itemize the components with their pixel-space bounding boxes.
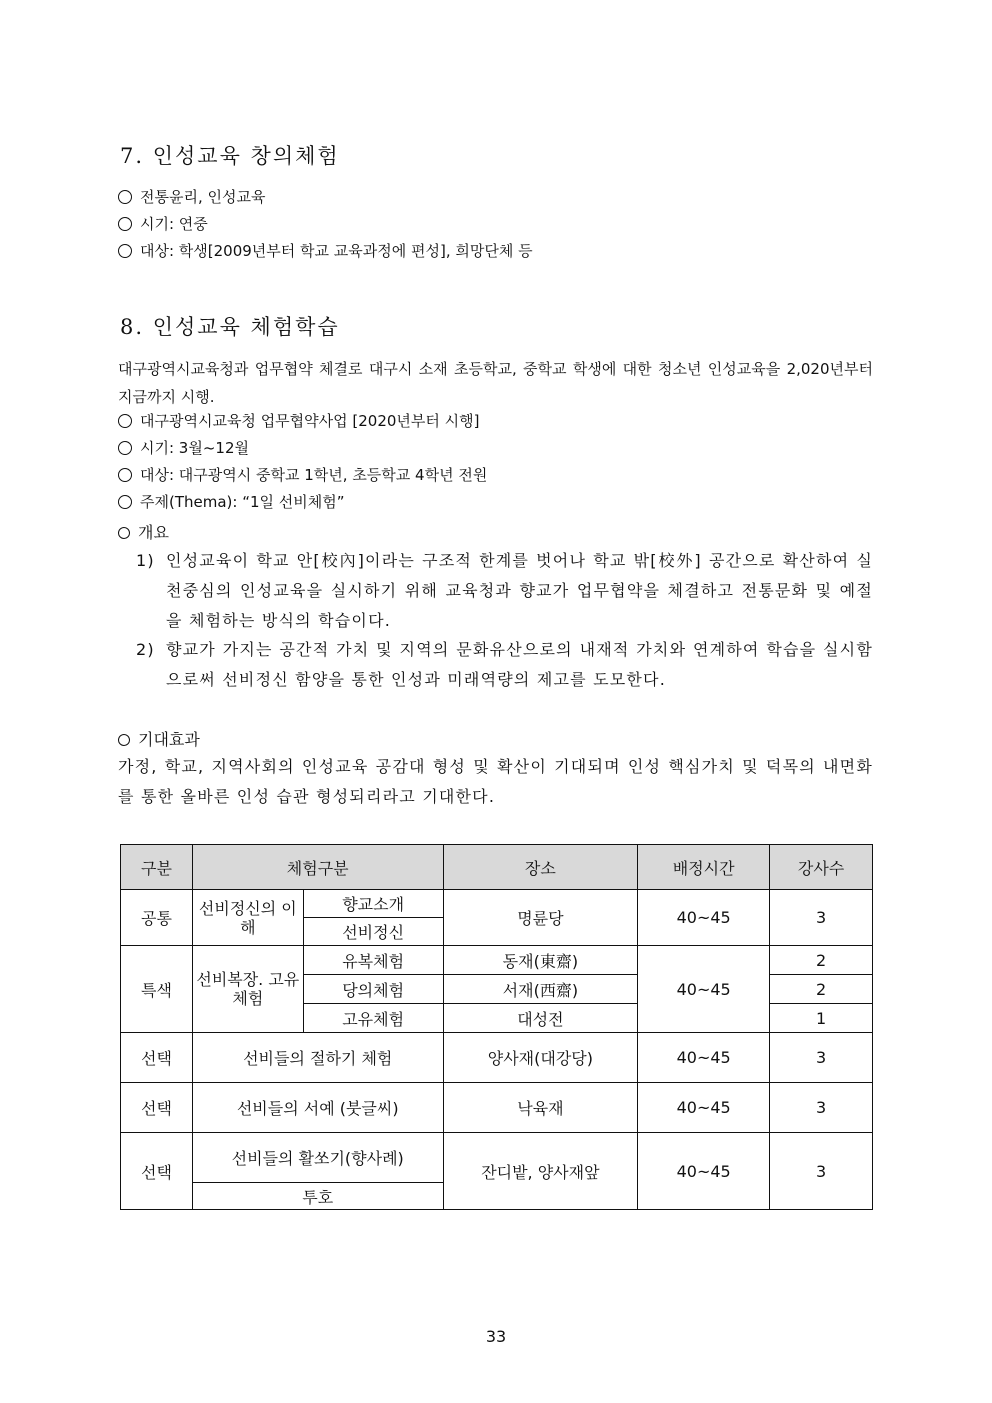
circle-bullet-icon <box>118 190 132 204</box>
header-category: 구분 <box>121 845 193 890</box>
table-row <box>121 1083 873 1133</box>
cell-sub: 유복체험 <box>303 946 443 975</box>
cell-category: 선택 <box>121 1033 193 1083</box>
cell-place: 명륜당 <box>443 890 638 946</box>
circle-bullet-icon <box>118 441 132 455</box>
overview-item-2: 2) 향교가 가지는 공간적 가치 및 지역의 문화유산으로의 내재적 가치와 연계하여 학습을 실시함으로써 선비정신 함양을 통한 인성과 미래역량의 제고를 도모한다. <box>136 640 873 689</box>
overview-label: 개요 <box>118 520 169 543</box>
cell-experience: 투호 <box>192 1183 443 1210</box>
section-8-intro: 대구광역시교육청과 업무협약 체결로 대구시 소재 초등학교, 중학교 학생에 대한 청소년 인성교육을 2,020년부터 지금까지 시행. <box>118 360 873 406</box>
list-item: 주제(Thema): “1일 선비체험” <box>118 491 345 512</box>
cell-category: 공통 <box>121 890 193 946</box>
cell-place: 잔디밭, 양사재앞 <box>443 1133 638 1210</box>
cell-time: 40~45 <box>638 1083 770 1133</box>
cell-count: 2 <box>770 946 873 975</box>
cell-experience: 선비들의 서예 (붓글씨) <box>192 1083 443 1133</box>
cell-place: 양사재(대강당) <box>443 1033 638 1083</box>
cell-sub: 향교소개 <box>303 890 443 918</box>
cell-category: 선택 <box>121 1083 193 1133</box>
cell-category: 선택 <box>121 1133 193 1210</box>
circle-bullet-icon <box>118 468 132 482</box>
table-row <box>121 1033 873 1083</box>
header-time: 배정시간 <box>638 845 770 890</box>
cell-experience: 선비들의 절하기 체험 <box>192 1033 443 1083</box>
effect-text: 가정, 학교, 지역사회의 인성교육 공감대 형성 및 확산이 기대되며 인성 핵심가치 및 덕목의 내면화를 통한 올바른 인성 습관 형성되리라고 기대한다. <box>118 757 873 806</box>
list-item: 전통윤리, 인성교육 <box>118 186 265 207</box>
cell-sub: 당의체험 <box>303 975 443 1004</box>
cell-place: 동재(東齋) <box>443 946 638 975</box>
cell-count: 3 <box>770 1133 873 1210</box>
circle-bullet-icon <box>118 414 132 428</box>
cell-time: 40~45 <box>638 946 770 1033</box>
cell-place: 낙육재 <box>443 1083 638 1133</box>
overview-item-1: 1) 인성교육이 학교 안[校內]이라는 구조적 한계를 벗어나 학교 밖[校外] 공간으로 확산하여 실천중심의 인성교육을 실시하기 위해 교육청과 향교가 업무협약을 체결하고 전통문화 및 예절을 체험하는 방식의 학습이다. <box>136 551 873 630</box>
cell-time: 40~45 <box>638 890 770 946</box>
cell-count: 3 <box>770 1083 873 1133</box>
list-item: 시기: 3월~12월 <box>118 437 249 458</box>
table-row <box>121 1133 873 1183</box>
circle-bullet-icon <box>118 244 132 258</box>
table-row <box>121 890 873 918</box>
cell-time: 40~45 <box>638 1033 770 1083</box>
section-7-title: 7. 인성교육 창의체험 <box>120 144 340 168</box>
cell-place: 서재(西齋) <box>443 975 638 1004</box>
program-table <box>120 844 873 1210</box>
cell-sub: 고유체험 <box>303 1004 443 1033</box>
cell-count: 1 <box>770 1004 873 1033</box>
cell-group: 선비정신의 이해 <box>192 890 303 946</box>
cell-group: 선비복장. 고유체험 <box>192 946 303 1033</box>
cell-category: 특색 <box>121 946 193 1033</box>
cell-sub: 선비정신 <box>303 918 443 946</box>
header-experience: 체험구분 <box>192 845 443 890</box>
page-number: 33 <box>485 1327 507 1346</box>
table-row <box>121 946 873 975</box>
cell-count: 2 <box>770 975 873 1004</box>
header-place: 장소 <box>443 845 638 890</box>
cell-place: 대성전 <box>443 1004 638 1033</box>
list-item: 시기: 연중 <box>118 213 208 234</box>
header-instructors: 강사수 <box>770 845 873 890</box>
circle-bullet-icon <box>118 495 132 509</box>
cell-count: 3 <box>770 890 873 946</box>
list-item: 대상: 학생[2009년부터 학교 교육과정에 편성], 희망단체 등 <box>118 240 533 261</box>
cell-count: 3 <box>770 1033 873 1083</box>
cell-experience: 선비들의 활쏘기(향사례) <box>192 1133 443 1183</box>
circle-bullet-icon <box>118 734 130 746</box>
circle-bullet-icon <box>118 527 130 539</box>
effect-label: 기대효과 <box>118 727 200 750</box>
section-8-title: 8. 인성교육 체험학습 <box>120 315 340 339</box>
cell-time: 40~45 <box>638 1133 770 1210</box>
list-item: 대상: 대구광역시 중학교 1학년, 초등학교 4학년 전원 <box>118 464 487 485</box>
list-item: 대구광역시교육청 업무협약사업 [2020년부터 시행] <box>118 410 480 431</box>
circle-bullet-icon <box>118 217 132 231</box>
